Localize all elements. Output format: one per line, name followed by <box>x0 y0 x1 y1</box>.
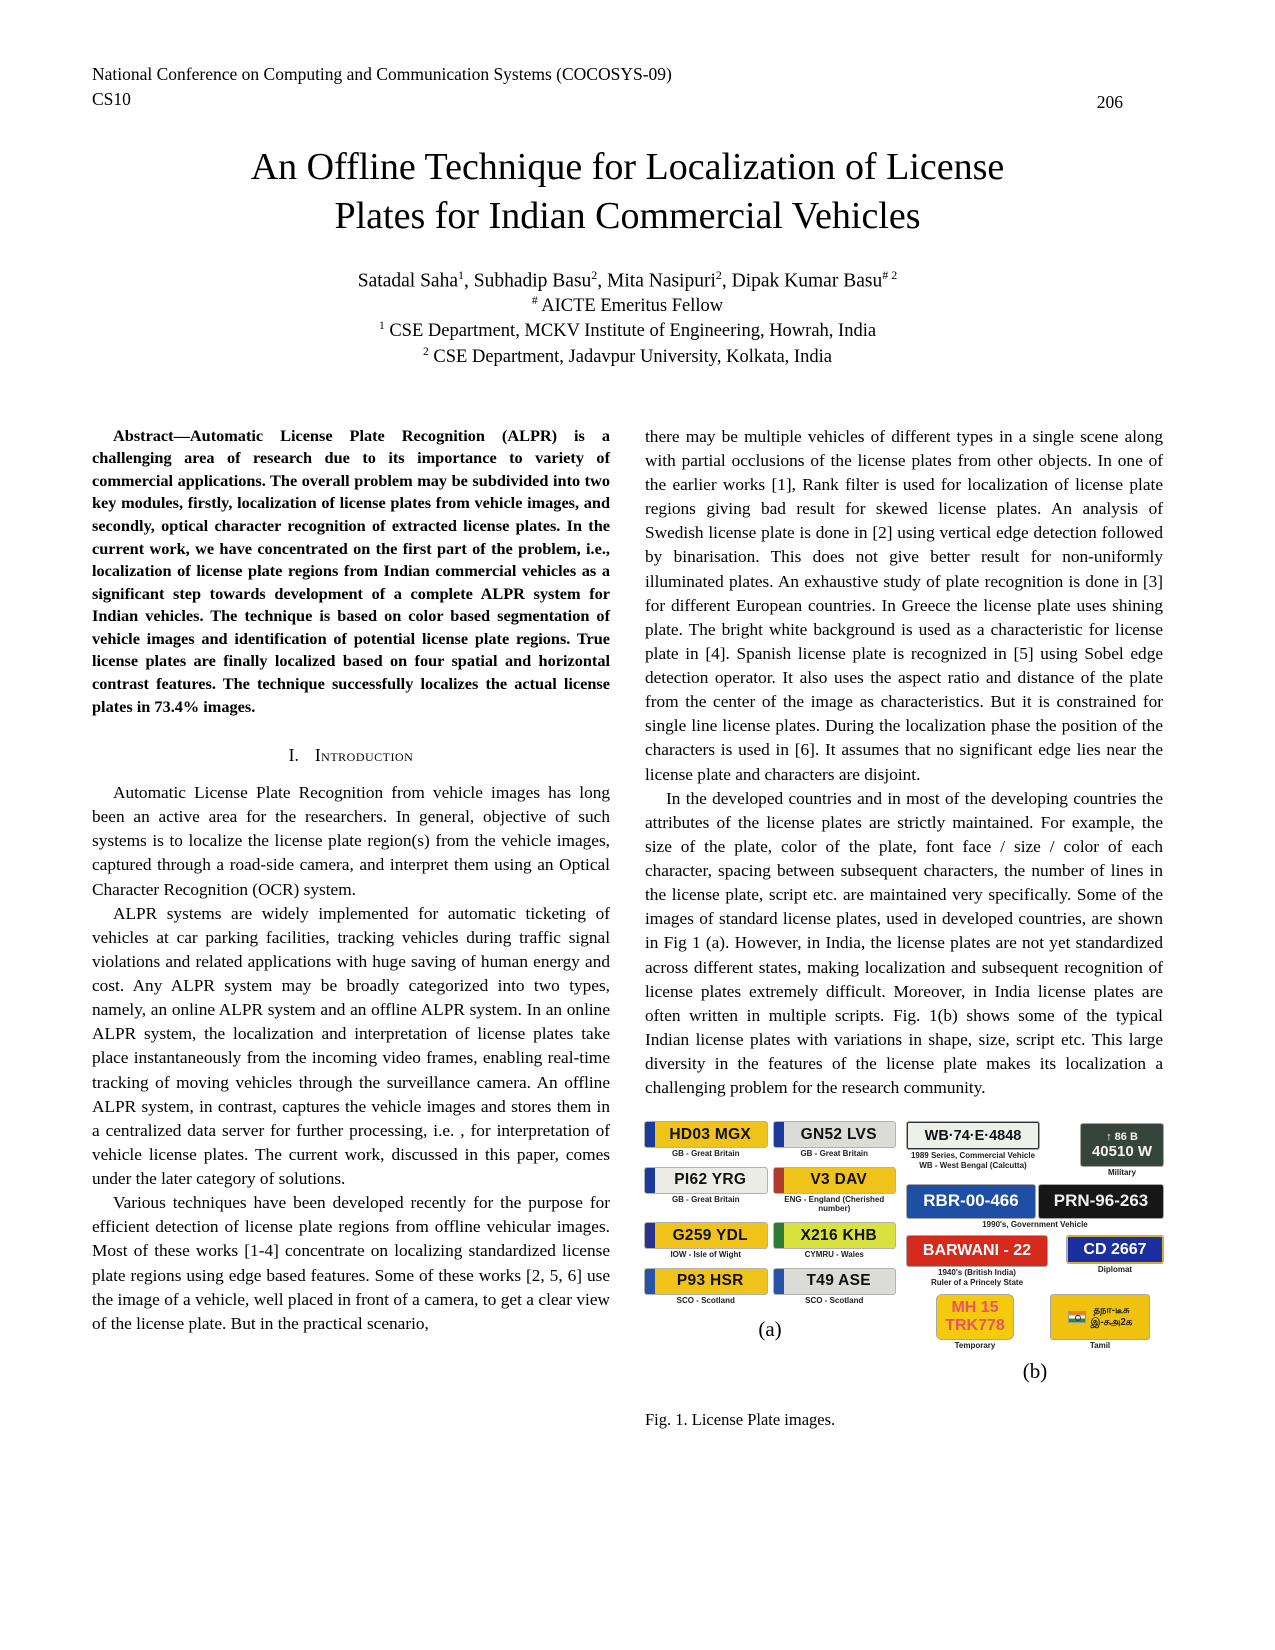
page-number: 206 <box>1096 91 1123 112</box>
scotland-band-icon <box>645 1269 655 1294</box>
plate-caption: Military <box>1107 1168 1136 1178</box>
license-plate <box>645 1122 767 1159</box>
plate-caption: SCO - Scotland <box>676 1295 735 1305</box>
license-plate <box>907 1236 1047 1287</box>
wales-band-icon <box>774 1223 784 1248</box>
license-plate <box>774 1168 896 1214</box>
intro-paragraph-4: In the developed countries and in most of the developing countries the attributes of the license plates are strictly maintained. For example, the size of the plate, color of the plate, font face / size / color of each character, spacing between subsequent characters, the number of lines in the license plate, script etc. are maintained very specifically. Some of the images of standard license plates, used in developed countries, are shown in Fig 1 (a). However, in India, the license plates are not yet standardized across different states, making localization and subsequent recognition of license plates extremely difficult. Moreover, in India license plates are often written in multiple scripts. Fig. 1(b) shows some of the typical Indian license plates with variations in shape, size, script etc. This large diversity in the features of the license plate makes its localization a challenging problem for the research community. <box>645 788 1163 1098</box>
isle-of-wight-band-icon <box>645 1223 655 1248</box>
paper-title <box>148 143 1108 242</box>
plate-caption: IOW - Isle of Wight <box>670 1250 742 1260</box>
indian-flag-icon <box>1068 1311 1086 1323</box>
eu-band-icon <box>774 1122 784 1147</box>
intro-paragraph-3: Various techniques have been developed recently for the purpose for efficient detection of license plate regions from offline vehicular images. Most of these works [1-4] concentrate on localizing standardized license plate regions using edge based features. Some of these works [2, 5, 6] use the image of a vehicle, well placed in front of a camera, to get a clear view of the license plate. But in the practical scenario, <box>92 1193 610 1333</box>
plate-text: T49 ASE <box>806 1272 871 1290</box>
license-plate <box>774 1122 896 1159</box>
plate-caption: Diplomat <box>1097 1265 1133 1275</box>
right-column <box>645 425 1163 1430</box>
section-number: I. <box>288 745 299 766</box>
two-column-body <box>92 425 1163 1430</box>
license-plate <box>1081 1124 1163 1178</box>
intro-paragraph-2: ALPR systems are widely implemented for automatic ticketing of vehicles at car parking facilities, tracking vehicles during traffic signal violations and related applications with huge saving of human energy and cost. Any ALPR system may be broadly categorized into two types, namely, an online ALPR system and an offline ALPR system. In an online ALPR system, the localization and interpretation of license plates take place instantaneously from the incoming video frames, enabling real-time tracking of moving vehicles through the surveillance camera. An offline ALPR system, in contrast, captures the vehicle images and stores them in a centralized data server for further processing, i.e. , for interpretation of vehicle license plates. The current work, discussed in this paper, comes under the later category of solutions. <box>92 903 610 1189</box>
eu-band-icon <box>645 1122 655 1147</box>
paper-title-line1: An Offline Technique for Localization of License <box>250 145 1005 188</box>
plate-caption: ENG - England (Cherished number) <box>784 1194 885 1214</box>
plate-text: V3 DAV <box>810 1171 868 1189</box>
figure-1a-standard-plates <box>645 1122 895 1342</box>
plate-caption: 1990's, Government Vehicle <box>982 1219 1088 1229</box>
author-affil-marker: 2 <box>591 267 598 282</box>
license-plate <box>645 1269 767 1306</box>
figure-1b-indian-plates <box>907 1122 1163 1384</box>
license-plate <box>774 1223 896 1260</box>
author-name: Satadal Saha <box>357 270 458 292</box>
plate-caption: GB - Great Britain <box>671 1149 740 1159</box>
paper-title-line2: Plates for Indian Commercial Vehicles <box>334 195 921 238</box>
plate-text: 40510 W <box>1091 1142 1153 1160</box>
plate-text: HD03 MGX <box>669 1125 752 1143</box>
uk-band-icon <box>645 1168 655 1193</box>
affiliation-2: $^2$ CSE Department, Jadavpur University, Kolkata, India <box>423 346 832 368</box>
plate-text: P93 HSR <box>676 1272 744 1290</box>
plate-caption: Ruler of a Princely State <box>930 1278 1024 1288</box>
figure-1a-label: (a) <box>758 1317 782 1342</box>
license-plate <box>907 1185 1035 1218</box>
plate-caption: WB - West Bengal (Calcutta) <box>919 1160 1027 1170</box>
plate-caption: SCO - Scotland <box>805 1295 864 1305</box>
license-plate <box>645 1223 767 1260</box>
license-plate <box>1051 1295 1149 1351</box>
england-band-icon <box>774 1168 784 1193</box>
plate-caption: Temporary <box>954 1340 996 1350</box>
plate-text: BARWANI - 22 <box>922 1242 1032 1260</box>
abstract-label: Abstract <box>113 425 174 445</box>
author-line <box>92 268 1163 294</box>
author-affil-marker: 2 <box>715 267 722 282</box>
author-name: , Mita Nasipuri <box>597 270 716 292</box>
plate-text: RBR-00-466 <box>923 1191 1019 1211</box>
plate-text: TRK778 <box>945 1316 1005 1334</box>
author-name: , Dipak Kumar Basu <box>721 270 883 292</box>
section-heading-introduction <box>92 745 610 766</box>
plate-caption: CYMRU - Wales <box>804 1250 864 1260</box>
license-plate <box>1067 1236 1163 1275</box>
plate-text: இ-சஅ2க <box>1090 1316 1133 1328</box>
plate-text: PRN-96-263 <box>1053 1191 1149 1211</box>
plate-text: MH 15 <box>951 1298 999 1316</box>
plate-text: CD 2667 <box>1083 1240 1147 1258</box>
plate-caption: 1989 Series, Commercial Vehicle <box>910 1151 1036 1161</box>
plate-text: தநா-டீசு <box>1093 1304 1130 1316</box>
license-plate <box>907 1122 1039 1170</box>
scotland-band-icon <box>774 1269 784 1294</box>
license-plate <box>1039 1185 1163 1218</box>
page-header <box>92 62 1163 113</box>
plate-caption: Tamil <box>1089 1340 1111 1350</box>
figure-1 <box>645 1122 1163 1430</box>
license-plate <box>774 1269 896 1306</box>
license-plate <box>645 1168 767 1214</box>
left-column <box>92 425 610 1430</box>
plate-caption: GB - Great Britain <box>671 1194 740 1204</box>
plate-text: GN52 LVS <box>800 1125 877 1143</box>
author-affil-marker: 1 <box>457 267 464 282</box>
figure-1b-label: (b) <box>1022 1359 1048 1384</box>
abstract-paragraph <box>92 425 610 718</box>
section-title: Introduction <box>314 745 414 766</box>
figure-1-caption: Fig. 1. License Plate images. <box>645 1410 836 1430</box>
plate-text: WB·74·E·4848 <box>924 1127 1022 1144</box>
plate-caption: GB - Great Britain <box>800 1149 869 1159</box>
intro-paragraph-1: Automatic License Plate Recognition from vehicle images has long been an active area for the researchers. In general, objective of such systems is to localize the license plate region(s) from the vehicle images, captured through a road-side camera, and interpret them using an Optical Character Recognition (OCR) system. <box>92 783 610 899</box>
license-plate <box>937 1295 1013 1351</box>
abstract-text: —Automatic License Plate Recognition (ALPR) is a challenging area of research due to its importance to variety of commercial applications. The overall problem may be subdivided into two key modules, firstly, localization of license plates from vehicle images, and secondly, optical character recognition of extracted license plates. In the current work, we have concentrated on the first part of the problem, i.e., localization of license plate regions from Indian commercial vehicles as a significant step towards development of a complete ALPR system for Indian vehicles. The technique is based on color based segmentation of vehicle images and identification of potential license plate regions. True license plates are finally localized based on four spatial and horizontal contrast features. The technique successfully localizes the actual license plates in 73.4% images. <box>92 425 610 716</box>
fellow-line: # AICTE Emeritus Fellow <box>531 294 724 316</box>
plate-text: ↑ 86 B <box>1106 1130 1138 1143</box>
plate-text: PI62 YRG <box>674 1171 747 1189</box>
author-affil-marker: # 2 <box>882 267 898 282</box>
session-code: CS10 <box>92 89 131 110</box>
affiliation-1: $^1$ CSE Department, MCKV Institute of Engineering, Howrah, India <box>378 320 877 342</box>
author-name: , Subhadip Basu <box>463 270 592 292</box>
intro-paragraph-3-continued: there may be multiple vehicles of different types in a single scene along with partial occlusions of the license plates from other objects. In one of the earlier works [1], Rank filter is used for localization of license plate regions giving bad result for skewed license plates. An analysis of Swedish license plate is done in [2] using vertical edge detection followed by binarisation. This does not give better result for non-uniformly illuminated plates. An exhaustive study of plate recognition is done in [3] for different European countries. In Greece the license plate uses shining plate. The bright white background is used as a characteristic for license plate in [4]. Spanish license plate is recognized in [5] using Sobel edge detection operator. It also uses the aspect ratio and distance of the plate from the center of the image as characteristics. But it is constrained for single line license plates. During the localization phase the position of the characters is used in [6]. It assumes that no significant edge lies near the license plate and characters are disjoint. <box>645 426 1163 784</box>
plate-text: X216 KHB <box>800 1226 877 1244</box>
plate-text: G259 YDL <box>672 1226 748 1244</box>
plate-caption: 1940's (British India) <box>938 1268 1016 1278</box>
conference-name: National Conference on Computing and Communication Systems (COCOSYS-09) <box>92 64 672 84</box>
